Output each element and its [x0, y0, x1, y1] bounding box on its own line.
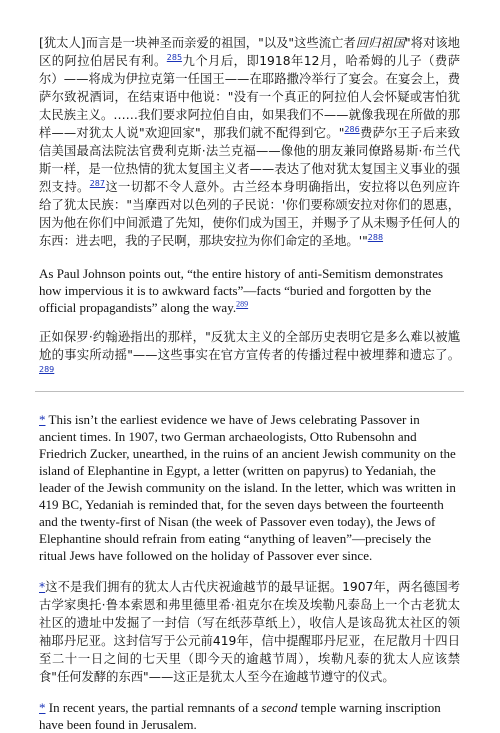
- footnote-chinese-elephantine: [39, 578, 460, 686]
- chinese-paragraph-faisal: [39, 34, 460, 250]
- text-span: 费萨尔王子后来致信美国最高法院法官费利克斯·法兰克福——像他的朋友兼同僚路易斯·布兰代斯一样，是一位热情的犹太复国主义者——表达了他对犹太复国主义事业的强烈支持。: [39, 126, 460, 194]
- italic-word: second: [261, 700, 298, 715]
- text-span: In recent years, the partial remnants of a: [45, 700, 262, 715]
- footnote-marker-link[interactable]: *: [39, 580, 46, 594]
- english-paragraph-johnson: [39, 265, 460, 316]
- italic-phrase: 回归祖国: [355, 36, 406, 50]
- footnote-ref-289-zh[interactable]: 289: [39, 364, 55, 374]
- text-span: This isn’t the earliest evidence we have of Jews celebrating Passover in ancient times. In 1907, two German archaeologists, Otto Rubensohn and Friedrich Zucker, unearthed, in the ruins of an ancient Jewish community on the island of Elephantine in Egypt, a letter (written on papyrus) to Yedaniah, the leader of the Jewish community on the island. In the letter, which was written in 419 BC, Yedaniah is reminded that, for the seven days between the fourteenth and the twenty-first of Nisan (the week of Passover even today), the Jews of Elephantine should refrain from eating “anything of leaven”—precisely the ritual Jews have followed on the holiday of Passover ever since.: [39, 412, 456, 563]
- chinese-paragraph-johnson: [39, 328, 460, 382]
- text-span: 这一切都不令人意外。古兰经本身明确指出，安拉将以色列应许给了犹太民族："当摩西对以色列的子民说：'你们要称颂安拉对你们的恩惠，因为他在你们中间派遣了先知，使你们成为国王，并赐予了从未赐予任何人的东西：进去吧，我的子民啊，那块安拉为你们命定的圣地。'": [39, 180, 460, 248]
- footnote-marker-link[interactable]: *: [39, 412, 46, 427]
- text-span: 正如保罗·约翰逊指出的那样，"反犹太主义的全部历史表明它是多么难以被尴尬的事实所动摇"——这些事实在官方宣传者的传播过程中被埋葬和遗忘了。: [39, 330, 460, 362]
- footnote-english-temple-inscription: [39, 699, 460, 733]
- footnote-ref-287[interactable]: 287: [89, 178, 105, 188]
- footnote-english-elephantine: [39, 411, 460, 564]
- footnote-ref-286[interactable]: 286: [344, 124, 360, 134]
- text-span: 九个月后，即1918年12月，哈希姆的儿子（费萨尔）——将成为伊拉克第一任国王——在耶路撒冷举行了宴会。在宴会上，费萨尔致祝酒词，在结束语中他说："没有一个真正的阿拉伯人会怀疑或害怕犹太民族主义。……我们要求阿拉伯自由，如果我们不——就像我现在所做的那样——对犹太人说"欢迎回家"，那我们就不配得到它。": [39, 54, 460, 140]
- footnote-ref-285[interactable]: 285: [166, 52, 183, 62]
- text-span: temple warning inscription have been found in Jerusalem.: [39, 700, 441, 732]
- text-span: [犹太人]而言是一块神圣而亲爱的祖国，"以及"这些流亡者: [39, 36, 356, 50]
- footnote-ref-288[interactable]: 288: [367, 232, 384, 242]
- text-span: 这不是我们拥有的犹太人古代庆祝逾越节的最早证据。1907年，两名德国考古学家奥托·鲁本索恩和弗里德里希·祖克尔在埃及埃勒凡泰岛上一个古老犹太社区的遗址中发掘了一封信（写在纸莎草纸上），收信人是该岛犹太社区的领袖耶丹尼亚。这封信写于公元前419年，信中提醒耶丹尼亚，在尼散月十四日至二十一日之间的七天里（即今天的逾越节周），埃勒凡泰的犹太人应该禁食"任何发酵的东西"——这正是犹太人至今在逾越节遵守的仪式。: [39, 580, 460, 684]
- footnote-ref-289[interactable]: 289: [236, 299, 249, 309]
- text-span: "将对该地区的阿拉伯居民有利。: [39, 36, 460, 68]
- footnote-marker-link[interactable]: *: [39, 700, 46, 715]
- text-span: As Paul Johnson points out, “the entire history of anti-Semitism demonstrates how impervious it is to awkward facts”—facts “buried and forgotten by the official propagandists” along the way.: [39, 266, 444, 315]
- footnote-divider: [35, 391, 464, 392]
